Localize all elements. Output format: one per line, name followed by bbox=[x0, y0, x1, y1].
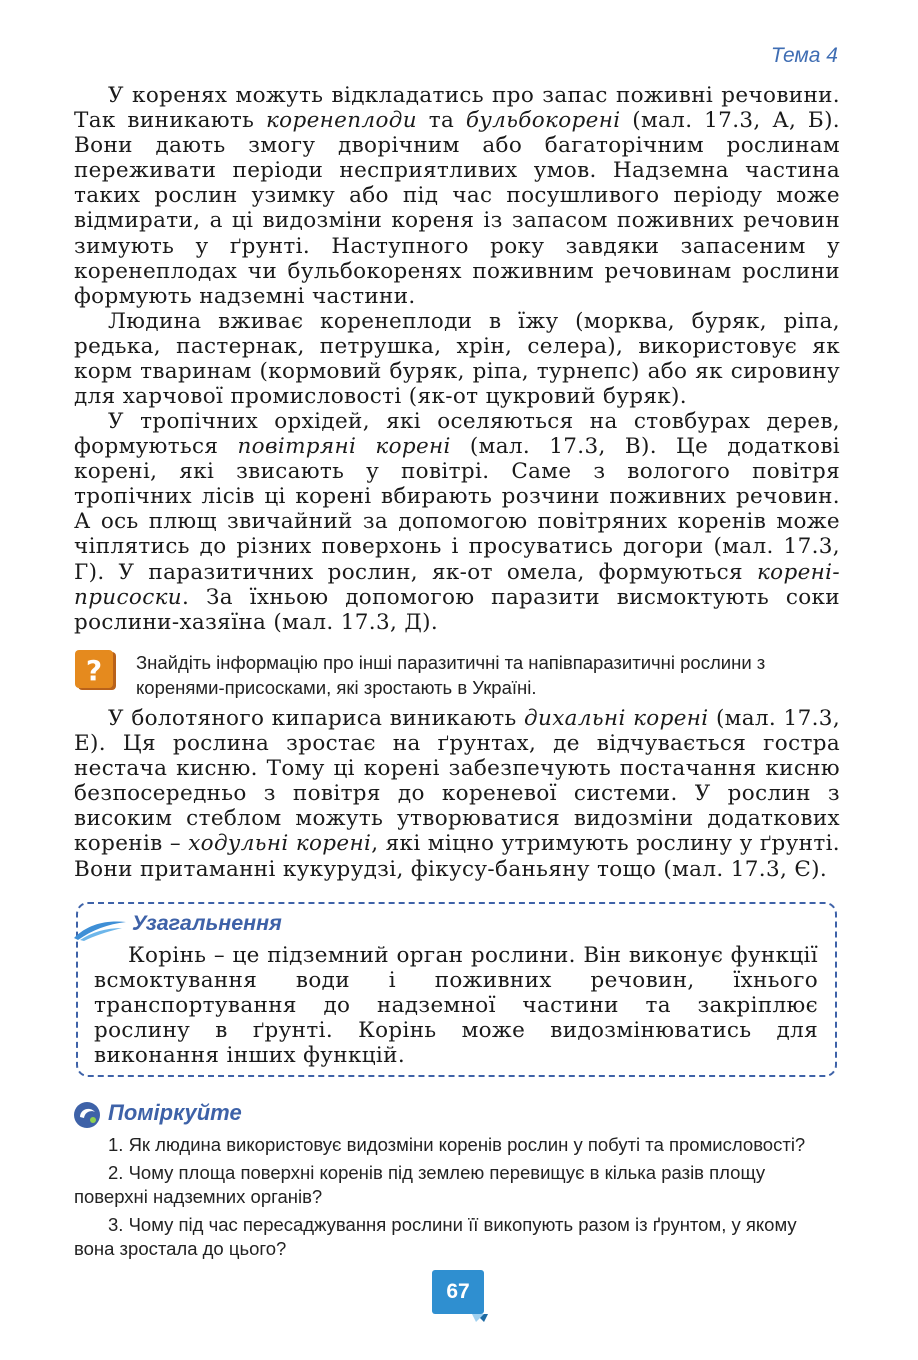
text-run: У тропічних орхідей, які оселяються на стовбурах дерев, формуються bbox=[74, 409, 840, 460]
term-aerial-roots: повітряні корені bbox=[237, 434, 451, 460]
paragraph-human-use bbox=[74, 309, 840, 409]
term-root-crops: коренеплоди bbox=[265, 108, 417, 134]
svg-text:?: ? bbox=[85, 654, 103, 687]
paragraph-breathing-roots bbox=[74, 706, 840, 882]
question-list bbox=[74, 1133, 840, 1265]
text-run: У коренях можуть відкладатись про запас поживні речовини. Так виникають bbox=[74, 83, 840, 134]
term-stilt-roots: ходульні корені bbox=[188, 831, 372, 857]
summary-title: Узагальнення bbox=[128, 911, 286, 936]
topic-label: Тема 4 bbox=[770, 44, 838, 67]
swoosh-icon bbox=[72, 914, 128, 942]
brain-icon bbox=[72, 1100, 102, 1130]
text-run: (мал. 17.3, В). Це додаткові корені, які звисають у повітрі. Саме з вологого повітря тропічних лісів ці корені вбирають розчини поживних речовин. А ось плющ звичайний за допомогою повітряних коренів може чіплятись до різних поверхонь і просуватись догори (мал. 17.3, Г). У паразитичних рослин, як-от омела, формуються bbox=[74, 434, 841, 585]
term-sucker-roots: корені-присоски bbox=[74, 559, 840, 610]
text-run: У болотяного кипариса виникають bbox=[108, 706, 525, 731]
question-icon bbox=[74, 650, 118, 692]
text-run: Корінь – це підземний орган рослини. Він виконує функції всмоктування води і поживних речовин, їхнього транспортування до надземної частини та закріплює рослину в ґрунті. Корінь може видозмінюватись для виконання інших функцій. bbox=[94, 943, 818, 1069]
task-text: Знайдіть інформацію про інші паразитичні та напівпаразитичні рослини з коренями-присосками, які зростають в Україні. bbox=[136, 652, 766, 698]
text-run: (мал. 17.3, А, Б). Вони дають змогу дворічним або багаторічним рослинам переживати періоди несприятливих умов. Надземна частина таких рослин узимку або під час посушливого періоду може відмирати, а ці видозміни кореня із запасом поживних речовин зимують у ґрунті. Наступного року завдяки запасеним у коренеплодах чи бульбокоренях поживним речовинам рослини формують надземні частини. bbox=[74, 108, 840, 309]
text-run: та bbox=[416, 108, 466, 134]
question-item: 1. Як людина використовує видозміни коренів рослин у побуті та промисловості? bbox=[108, 1134, 806, 1155]
term-breathing-roots: дихальні корені bbox=[524, 706, 709, 731]
term-root-tubers: бульбокорені bbox=[465, 108, 621, 134]
summary-text bbox=[94, 943, 818, 1068]
text-run: Людина вживає коренеплоди в їжу (морква, буряк, ріпа, редька, пастернак, петрушка, хрін, селера), використовує як корм тваринам (кормовий буряк, ріпа, турнепс) або як сировину для харчової промисловості (як-от цукровий буряк). bbox=[74, 309, 840, 410]
text-run: , які міцно утримують рослину у ґрунті. Вони притаманні кукурудзі, фікусу-баньяну тощо (мал. 17.3, Є). bbox=[74, 831, 840, 882]
question-item: 3. Чому під час пересаджування рослини її викопують разом із ґрунтом, у якому вона зростала до цього? bbox=[74, 1214, 797, 1259]
paragraph-storage-roots bbox=[74, 83, 840, 309]
page-number: 67 bbox=[432, 1270, 484, 1314]
question-item: 2. Чому площа поверхні коренів під землею перевищує в кілька разів площу поверхні надземних органів? bbox=[74, 1162, 766, 1207]
text-run: (мал. 17.3, Е). Ця рослина зростає на ґрунтах, де відчувається гостра нестача кисню. Тому ці корені забезпечують постачання кисню безпосередньо з повітря до кореневої системи. У рослин з високим стеблом можуть утворюватися видозміни додаткових коренів – bbox=[74, 706, 840, 857]
think-title: Поміркуйте bbox=[108, 1100, 242, 1125]
text-run: . За їхньою допомогою паразити висмоктують соки рослини-хазяїна (мал. 17.3, Д). bbox=[74, 584, 840, 635]
paragraph-aerial-roots bbox=[74, 409, 840, 635]
page-number-badge bbox=[432, 1270, 488, 1322]
